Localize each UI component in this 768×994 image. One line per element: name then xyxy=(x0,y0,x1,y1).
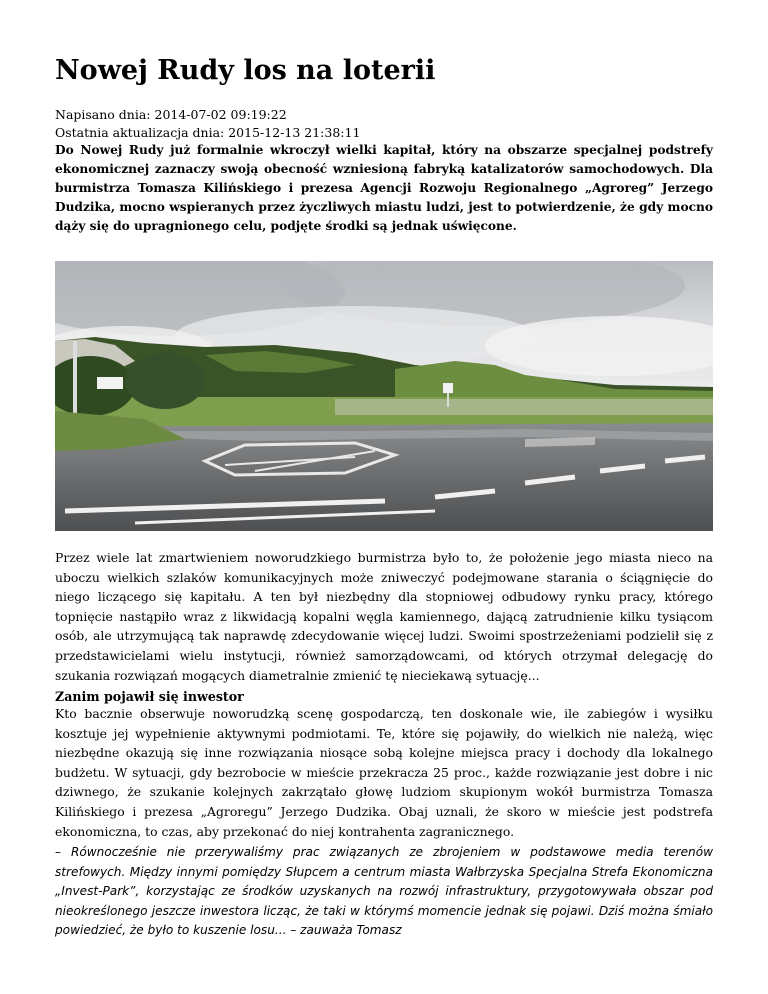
updated-date: Ostatnia aktualizacja dnia: 2015-12-13 21:38:11 xyxy=(55,125,361,140)
article-lead: Do Nowej Rudy już formalnie wkroczył wielki kapitał, który na obszarze specjalnej podstrefy ekonomicznej zaznaczy swoją obecność wzniesioną fabryką katalizatorów samochodowych. Dla burmistrza Tomasza Kilińskiego i prezesa Agencji Rozwoju Regionalnego „Agroreg” Jerzego Dudzika, mocno wspieranych przez życzliwych miastu ludzi, jest to potwierdzenie, że gdy mocno dąży się do upragnionego celu, podjęte środki są jednak uświęcone. xyxy=(55,143,713,233)
article-photo xyxy=(55,261,713,531)
published-date: Napisano dnia: 2014-07-02 09:19:22 xyxy=(55,107,287,122)
article-title: Nowej Rudy los na loterii xyxy=(55,55,436,86)
article-paragraph-1: Przez wiele lat zmartwieniem noworudzkiego burmistrza było to, że położenie jego miasta nieco na uboczu wielkich szlaków komunikacyjnych może zniweczyć podejmowane starania o ściągnięcie do niego liczącego się kapitału. A ten był niezbędny dla stopniowej odbudowy rynku pracy, którego topnięcie nastąpiło wraz z likwidacją kopalni węgla kamiennego, dającą zatrudnienie kilku tysiącom osób, ale utrzymującą tak naprawdę zdecydowanie więcej ludzi. Swoimi spostrzeżeniami podzielił się z przedstawicielami wielu instytucji, również samorządowcami, od których otrzymał delegację do szukania rozwiązań mogących diametralnie zmienić tę nieciekawą sytuację... xyxy=(55,550,713,683)
article-paragraph-2: Kto bacznie obserwuje noworudzką scenę gospodarczą, ten doskonale wie, ile zabiegów i wysiłku kosztuje jej wypełnienie aktywnymi podmiotami. Te, które się pojawiły, do wielkich nie należą, więc niezbędne okazują się inne rozwiązania niosące sobą kolejne miejsca pracy i dochody dla lokalnego budżetu. W sytuacji, gdy bezrobocie w mieście przekracza 25 proc., każde rozwiązanie jest dobre i nic dziwnego, że szukanie kolejnych zakrzątało głowę ludziom skupionym wokół burmistrza Tomasza Kilińskiego i prezesa „Agroregu” Jerzego Dudzika. Obaj uznali, że skoro w mieście jest podstrefa ekonomiczna, to czas, aby przekonać do niej kontrahenta zagranicznego. xyxy=(55,706,713,839)
section-heading: Zanim pojawił się inwestor xyxy=(55,689,244,704)
article-quote: – Równocześnie nie przerywaliśmy prac związanych ze zbrojeniem w podstawowe media terenów strefowych. Między innymi pomiędzy Słupcem a centrum miasta Wałbrzyska Specjalna Strefa Ekonomiczna „Invest-Park”, korzystając ze środków uzyskanych na rozwój infrastruktury, przygotowywała obszar pod nieokreślonego jeszcze inwestora licząc, że taki w którymś momencie jednak się pojawi. Dziś można śmiało powiedzieć, że było to kuszenie losu... – zauważa Tomasz xyxy=(55,845,713,938)
